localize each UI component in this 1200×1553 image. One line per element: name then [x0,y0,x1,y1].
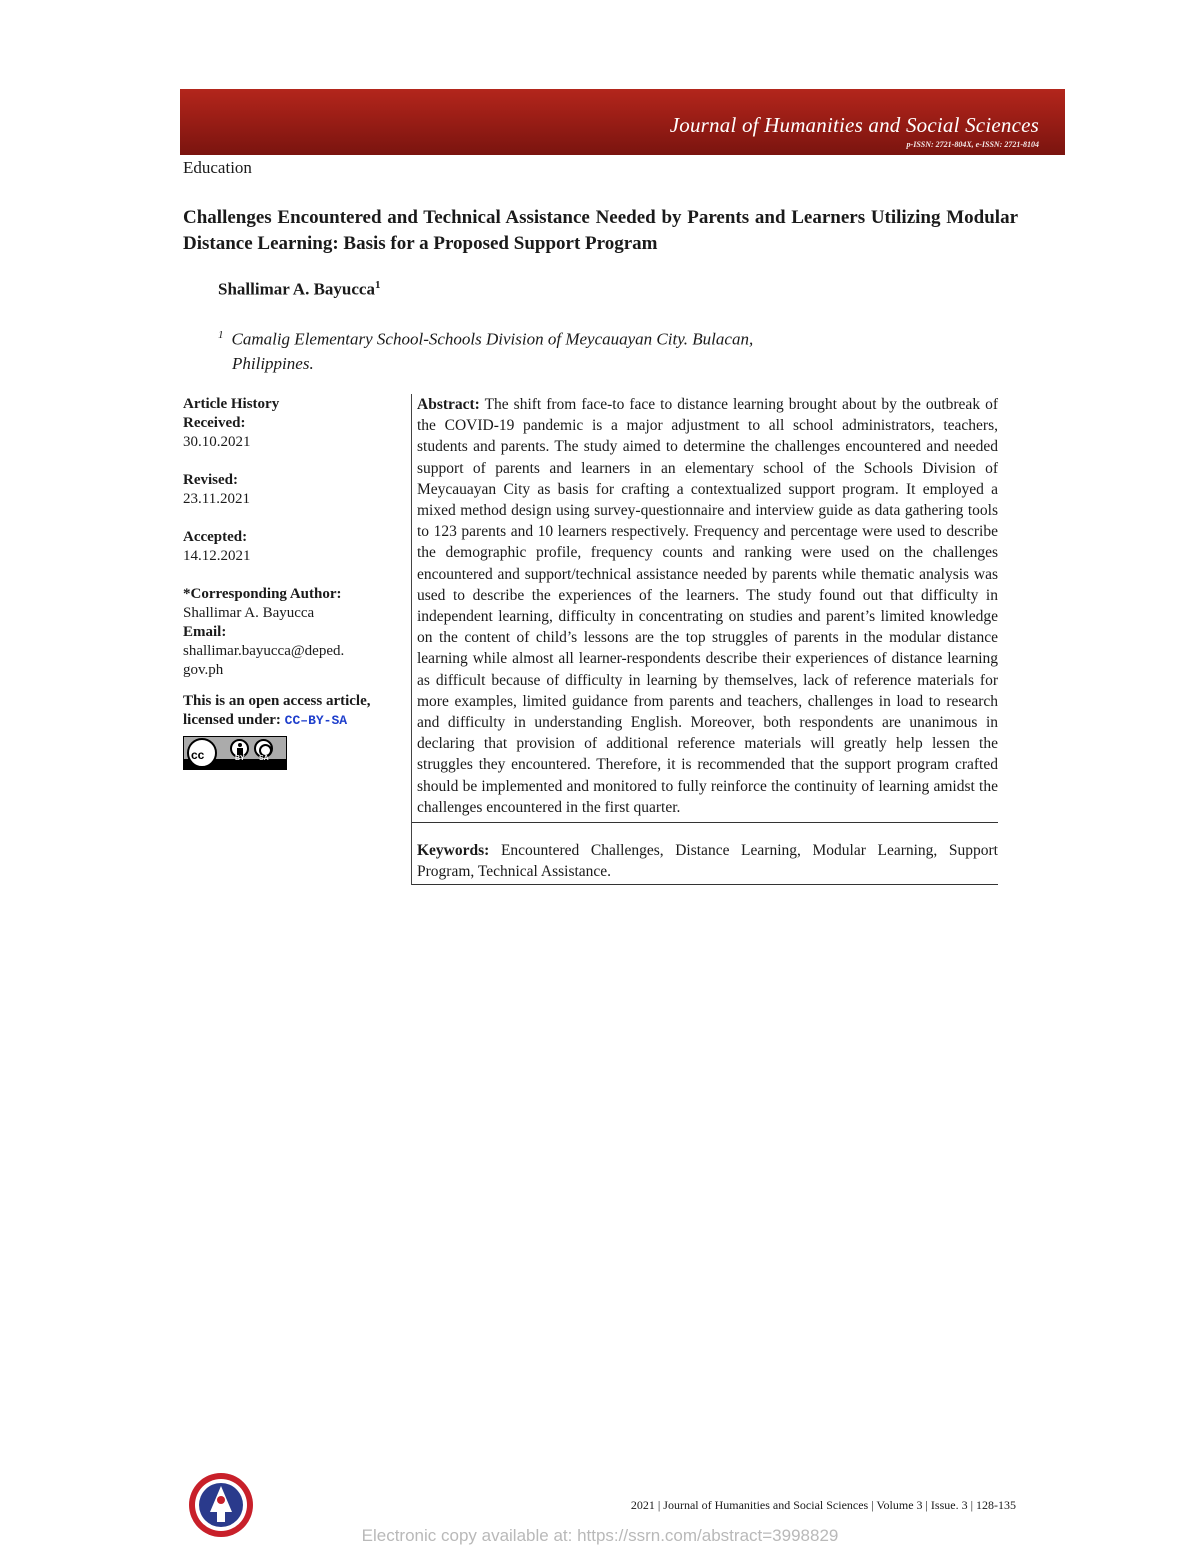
license-link[interactable]: CC–BY-SA [284,713,348,728]
journal-issn: p-ISSN: 2721-804X, e-ISSN: 2721-8104 [906,140,1039,149]
affiliation-line-1: Camalig Elementary School-Schools Division of Meycauayan City. Bulacan, [231,329,754,349]
revised-label: Revised: [183,472,238,488]
cc-sa-label: SA [259,755,269,762]
cc-by-label: BY [235,755,245,762]
footer-citation: 2021 | Journal of Humanities and Social Sciences | Volume 3 | Issue. 3 | 128-135 [630,1498,1016,1512]
email-label: Email: [183,624,227,640]
keywords-body: Encountered Challenges, Distance Learning, Modular Learning, Support Program, Technical Assistance. [417,842,998,881]
received-date: 30.10.2021 [183,434,251,450]
corresponding-author-label: *Corresponding Author: [183,586,342,602]
ssrn-watermark: Electronic copy available at: https://ssrn.com/abstract=3998829 [361,1526,839,1545]
article-category: Education [183,158,252,177]
affiliation-marker: 1 [218,329,224,341]
abstract-paragraph [412,394,998,822]
journal-title: Journal of Humanities and Social Sciences [669,113,1039,137]
paper-title: Challenges Encountered and Technical Assistance Needed by Parents and Learners Utilizing Modular Distance Learning: Basis for a Proposed Support Program [183,207,1018,254]
keywords-divider [412,884,998,885]
creative-commons-icon: cc [187,738,217,768]
keywords-paragraph [412,823,998,884]
received-label: Received: [183,415,246,431]
author-affiliation-marker: 1 [374,279,381,291]
revised-date: 23.11.2021 [183,491,250,507]
open-access-line-1: This is an open access article, [183,693,371,709]
licensed-under-label: licensed under: [183,712,281,728]
abstract-body: The shift from face-to face to distance learning brought about by the outbreak of the COVID-19 pandemic is a major adjustment to all school administrators, teachers, students and parents. The study aimed to determine the challenges encountered and needed support of parents and learners in an elementary school of the Schools Division of Meycauayan City as basis for crafting a contextualized support program. It employed a mixed method design using survey-questionnaire and interview guide as data gathering tools to 123 parents and 10 learners respectively. Frequency and percentage were used to describe the demographic profile, frequency counts and ranking were used on the challenges encountered and support/technical assistance needed by parents while thematic analysis was used to describe the experiences of the learners. The study found out that difficulty in independent learning, difficulty in concentrating on studies and parent’s limited knowledge on the content of child’s lessons are the top struggles of parents in the modular distance learning while almost all learner-respondents describe their experiences of distance learning as difficult because of difficulty in learning by themselves, lack of reference materials for more examples, limited guidance from parents and teachers, challenges in load to research and difficulty in understanding English. Moreover, both respondents are unanimous in declaring that provision of additional reference materials will greatly help lessen the struggles they encountered. Therefore, it is recommended that the support program crafted should be implemented and monitored to fully reinforce the continuity of learning amidst the challenges encountered in the first quarter. [417,396,998,816]
author-name [218,279,380,300]
corresponding-author-name: Shallimar A. Bayucca [183,605,315,621]
author-name-text: Shallimar A. Bayucca [218,279,375,299]
abstract-section [411,394,998,885]
article-info-sidebar [183,395,398,770]
abstract-label: Abstract: [417,396,480,413]
author-affiliation [218,323,918,376]
accepted-label: Accepted: [183,529,248,545]
article-history-heading: Article History [183,396,280,412]
email-line-2: gov.ph [183,662,224,678]
journal-header-band [180,89,1065,155]
cc-by-sa-badge[interactable] [183,736,287,770]
email-line-1: shallimar.bayucca@deped. [183,643,345,659]
open-access-line-2 [183,711,398,730]
keywords-label: Keywords: [417,842,490,860]
affiliation-line-2: Philippines. [232,353,314,373]
accepted-date: 14.12.2021 [183,548,251,564]
